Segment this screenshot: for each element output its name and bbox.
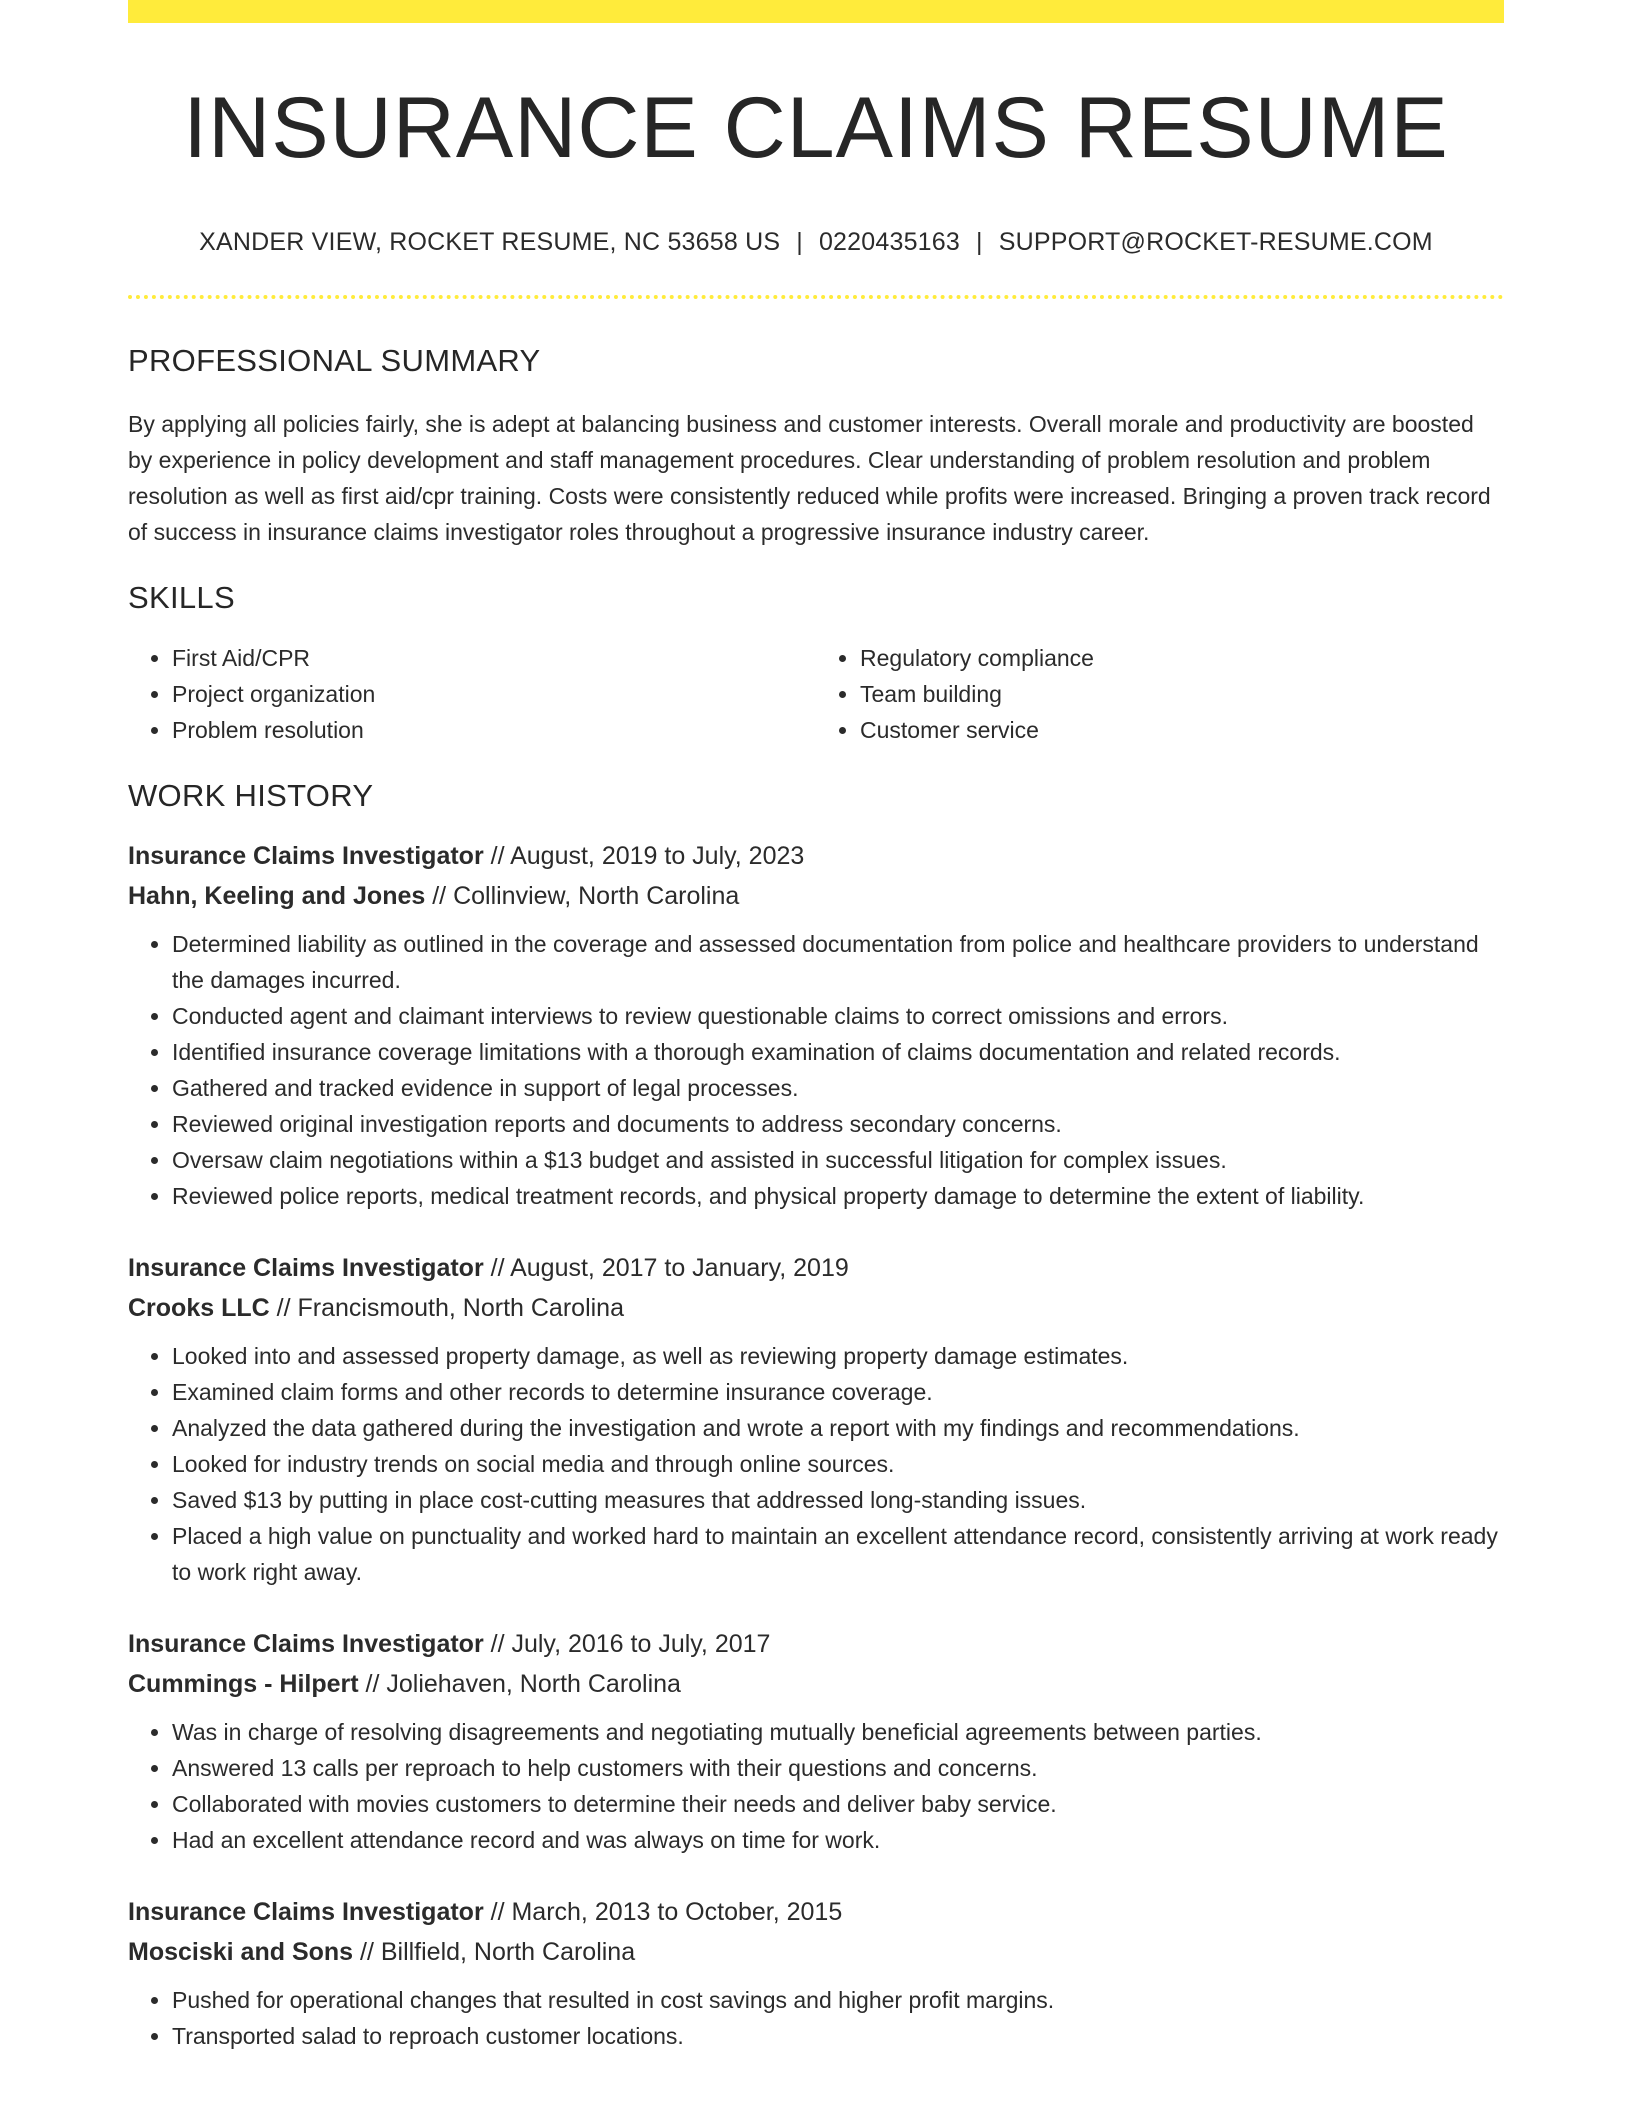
contact-email: SUPPORT@ROCKET-RESUME.COM	[998, 227, 1433, 256]
accent-top-bar	[128, 0, 1504, 23]
job-bullets	[128, 1982, 1504, 2054]
job-bullet: • Looked into and assessed property damage, as well as reviewing property damage estimates.	[172, 1338, 1504, 1374]
job-company: Cummings - Hilpert	[128, 1669, 359, 1698]
job-entry	[128, 1624, 1504, 1858]
skill-item: • Project organization	[172, 676, 816, 712]
contact-phone: 0220435163	[818, 227, 960, 256]
job-bullet: • Transported salad to reproach customer locations.	[172, 2018, 1504, 2054]
skills-list	[128, 640, 1504, 748]
summary-text: By applying all policies fairly, she is adept at balancing business and customer interests. Overall morale and productivity are boosted by experience in policy development and staff management procedures. Clear understanding of problem resolution and problem resolution as well as first aid/cpr training. Costs were consistently reduced while profits were increased. Bringing a proven track record of success in insurance claims investigator roles throughout a progressive insurance industry career.	[128, 410, 1491, 545]
job-location: // Billfield, North Carolina	[353, 1937, 636, 1966]
job-bullet: • Reviewed original investigation reports and documents to address secondary concerns.	[172, 1106, 1504, 1142]
job-company: Crooks LLC	[128, 1293, 270, 1322]
job-bullet: • Saved $13 by putting in place cost-cutting measures that addressed long-standing issues.	[172, 1482, 1504, 1518]
job-company-line	[128, 1932, 1504, 1972]
job-company-line	[128, 1288, 1504, 1328]
job-bullet: • Collaborated with movies customers to determine their needs and deliver baby service.	[172, 1786, 1504, 1822]
job-dates: // August, 2017 to January, 2019	[483, 1253, 849, 1282]
resume-page	[128, 0, 1504, 2054]
job-bullet: • Had an excellent attendance record and was always on time for work.	[172, 1822, 1504, 1858]
job-entry	[128, 1248, 1504, 1590]
job-title-line	[128, 1248, 1504, 1288]
job-bullet: • Reviewed police reports, medical treatment records, and physical property damage to determine the extent of liability.	[172, 1178, 1504, 1214]
skill-item: • Customer service	[860, 712, 1504, 748]
skill-item: • Team building	[860, 676, 1504, 712]
job-location: // Francismouth, North Carolina	[269, 1293, 624, 1322]
job-entry	[128, 836, 1504, 1214]
job-bullet: • Looked for industry trends on social media and through online sources.	[172, 1446, 1504, 1482]
job-bullets	[128, 1338, 1504, 1590]
job-bullet: • Analyzed the data gathered during the investigation and wrote a report with my findings and recommendations.	[172, 1410, 1504, 1446]
skill-item: • First Aid/CPR	[172, 640, 816, 676]
work-history-heading: WORK HISTORY	[128, 777, 374, 813]
contact-separator: |	[796, 227, 803, 256]
job-bullet: • Oversaw claim negotiations within a $13 budget and assisted in successful litigation for complex issues.	[172, 1142, 1504, 1178]
dotted-divider	[128, 295, 1504, 299]
job-bullet: • Gathered and tracked evidence in support of legal processes.	[172, 1070, 1504, 1106]
job-dates: // March, 2013 to October, 2015	[483, 1897, 843, 1926]
job-bullet: • Answered 13 calls per reproach to help customers with their questions and concerns.	[172, 1750, 1504, 1786]
job-bullet: • Identified insurance coverage limitations with a thorough examination of claims documentation and related records.	[172, 1034, 1504, 1070]
job-bullet: • Placed a high value on punctuality and worked hard to maintain an excellent attendance record, consistently arriving at work ready to work right away.	[172, 1518, 1504, 1590]
job-title-line	[128, 1892, 1504, 1932]
job-title: Insurance Claims Investigator	[128, 1897, 484, 1926]
job-bullet: • Pushed for operational changes that resulted in cost savings and higher profit margins.	[172, 1982, 1504, 2018]
job-title-line	[128, 1624, 1504, 1664]
job-company: Mosciski and Sons	[128, 1937, 354, 1966]
job-company-line	[128, 1664, 1504, 1704]
contact-line	[128, 228, 1504, 257]
job-title-line	[128, 836, 1504, 876]
job-bullet: • Determined liability as outlined in the coverage and assessed documentation from police and healthcare providers to understand the damages incurred.	[172, 926, 1504, 998]
skills-column-left	[128, 640, 816, 748]
job-title: Insurance Claims Investigator	[128, 841, 484, 870]
job-company-line	[128, 876, 1504, 916]
skill-item: • Problem resolution	[172, 712, 816, 748]
job-bullet: • Was in charge of resolving disagreements and negotiating mutually beneficial agreements between parties.	[172, 1714, 1504, 1750]
skills-heading: SKILLS	[128, 579, 235, 615]
job-title: Insurance Claims Investigator	[128, 1629, 484, 1658]
job-bullets	[128, 926, 1504, 1214]
job-location: // Joliehaven, North Carolina	[358, 1669, 681, 1698]
job-bullet: • Examined claim forms and other records to determine insurance coverage.	[172, 1374, 1504, 1410]
job-location: // Collinview, North Carolina	[425, 881, 740, 910]
job-dates: // July, 2016 to July, 2017	[483, 1629, 771, 1658]
skill-item: • Regulatory compliance	[860, 640, 1504, 676]
skills-column-right	[816, 640, 1504, 748]
contact-separator: |	[976, 227, 983, 256]
job-dates: // August, 2019 to July, 2023	[483, 841, 805, 870]
summary-heading: PROFESSIONAL SUMMARY	[128, 342, 541, 378]
contact-address: XANDER VIEW, ROCKET RESUME, NC 53658 US	[199, 227, 781, 256]
job-title: Insurance Claims Investigator	[128, 1253, 484, 1282]
job-bullet: • Conducted agent and claimant interviews to review questionable claims to correct omissions and errors.	[172, 998, 1504, 1034]
job-entry	[128, 1892, 1504, 2054]
job-company: Hahn, Keeling and Jones	[128, 881, 426, 910]
job-bullets	[128, 1714, 1504, 1858]
resume-title: INSURANCE CLAIMS RESUME	[183, 80, 1449, 176]
